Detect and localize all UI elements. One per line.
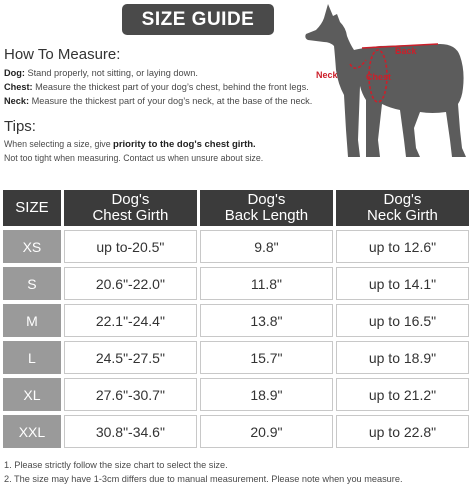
measure-term: Dog: [4, 68, 25, 78]
measure-term: Neck: [4, 96, 30, 106]
table-header-row [3, 190, 469, 226]
chest-label: Chest [366, 72, 392, 82]
size-chart-table [0, 186, 472, 452]
table-row [3, 341, 469, 374]
measure-neck-line [4, 96, 312, 106]
measure-text: Stand properly, not sitting, or laying down. [24, 68, 198, 78]
neck-girth-column-header [336, 190, 469, 226]
header-line2: Back Length [224, 207, 309, 224]
size-cell: XXL [3, 415, 61, 448]
chest-girth-cell: 24.5"-27.5" [64, 341, 197, 374]
back-length-cell: 11.8" [200, 267, 333, 300]
neck-label: Neck [316, 70, 338, 80]
neck-girth-cell: up to 16.5" [336, 304, 469, 337]
neck-girth-cell: up to 18.9" [336, 341, 469, 374]
back-length-cell: 9.8" [200, 230, 333, 263]
table-row [3, 267, 469, 300]
chest-girth-column-header [64, 190, 197, 226]
measure-text: Measure the thickest part of your dog’s chest, behind the front legs. [32, 82, 309, 92]
back-length-cell: 15.7" [200, 341, 333, 374]
chest-girth-cell: up to-20.5" [64, 230, 197, 263]
chest-girth-cell: 22.1"-24.4" [64, 304, 197, 337]
measure-dog-line [4, 68, 198, 78]
note-2: 2. The size may have 1-3cm differs due to manual measurement. Please note when you measure. [4, 474, 403, 484]
header-line1: Dog's [247, 191, 286, 208]
neck-girth-cell: up to 21.2" [336, 378, 469, 411]
neck-girth-cell: up to 12.6" [336, 230, 469, 263]
note-1: 1. Please strictly follow the size chart to select the size. [4, 460, 228, 470]
how-to-measure-heading: How To Measure: [4, 46, 121, 63]
size-cell: M [3, 304, 61, 337]
back-length-cell: 13.8" [200, 304, 333, 337]
back-length-cell: 20.9" [200, 415, 333, 448]
back-length-column-header [200, 190, 333, 226]
chest-girth-cell: 27.6"-30.7" [64, 378, 197, 411]
size-cell: XS [3, 230, 61, 263]
back-length-cell: 18.9" [200, 378, 333, 411]
chest-girth-cell: 20.6"-22.0" [64, 267, 197, 300]
header-line2: Chest Girth [92, 207, 169, 224]
header-line2: Neck Girth [367, 207, 438, 224]
tips-heading: Tips: [4, 118, 36, 135]
measure-text: Measure the thickest part of your dog’s neck, at the base of the neck. [29, 96, 313, 106]
measure-chest-line [4, 82, 309, 92]
size-guide-title: SIZE GUIDE [122, 4, 274, 35]
size-cell: S [3, 267, 61, 300]
tip-text: When selecting a size, give [4, 139, 114, 149]
tip-fit-line: Not too tight when measuring. Contact us when unsure about size. [4, 153, 264, 163]
header-text: SIZE [15, 199, 49, 216]
header-line1: Dog's [111, 191, 150, 208]
header-line1: Dog's [383, 191, 422, 208]
tip-emphasis: priority to the dog's chest girth. [113, 139, 256, 150]
table-row [3, 230, 469, 263]
table-row [3, 378, 469, 411]
tip-priority-line [4, 139, 256, 150]
neck-girth-cell: up to 22.8" [336, 415, 469, 448]
size-cell: L [3, 341, 61, 374]
table-row [3, 415, 469, 448]
measure-term: Chest: [4, 82, 33, 92]
table-row [3, 304, 469, 337]
chest-girth-cell: 30.8"-34.6" [64, 415, 197, 448]
size-column-header [3, 190, 61, 226]
dog-measurement-diagram [300, 0, 470, 165]
neck-girth-cell: up to 14.1" [336, 267, 469, 300]
size-cell: XL [3, 378, 61, 411]
back-label: Back [395, 46, 417, 56]
